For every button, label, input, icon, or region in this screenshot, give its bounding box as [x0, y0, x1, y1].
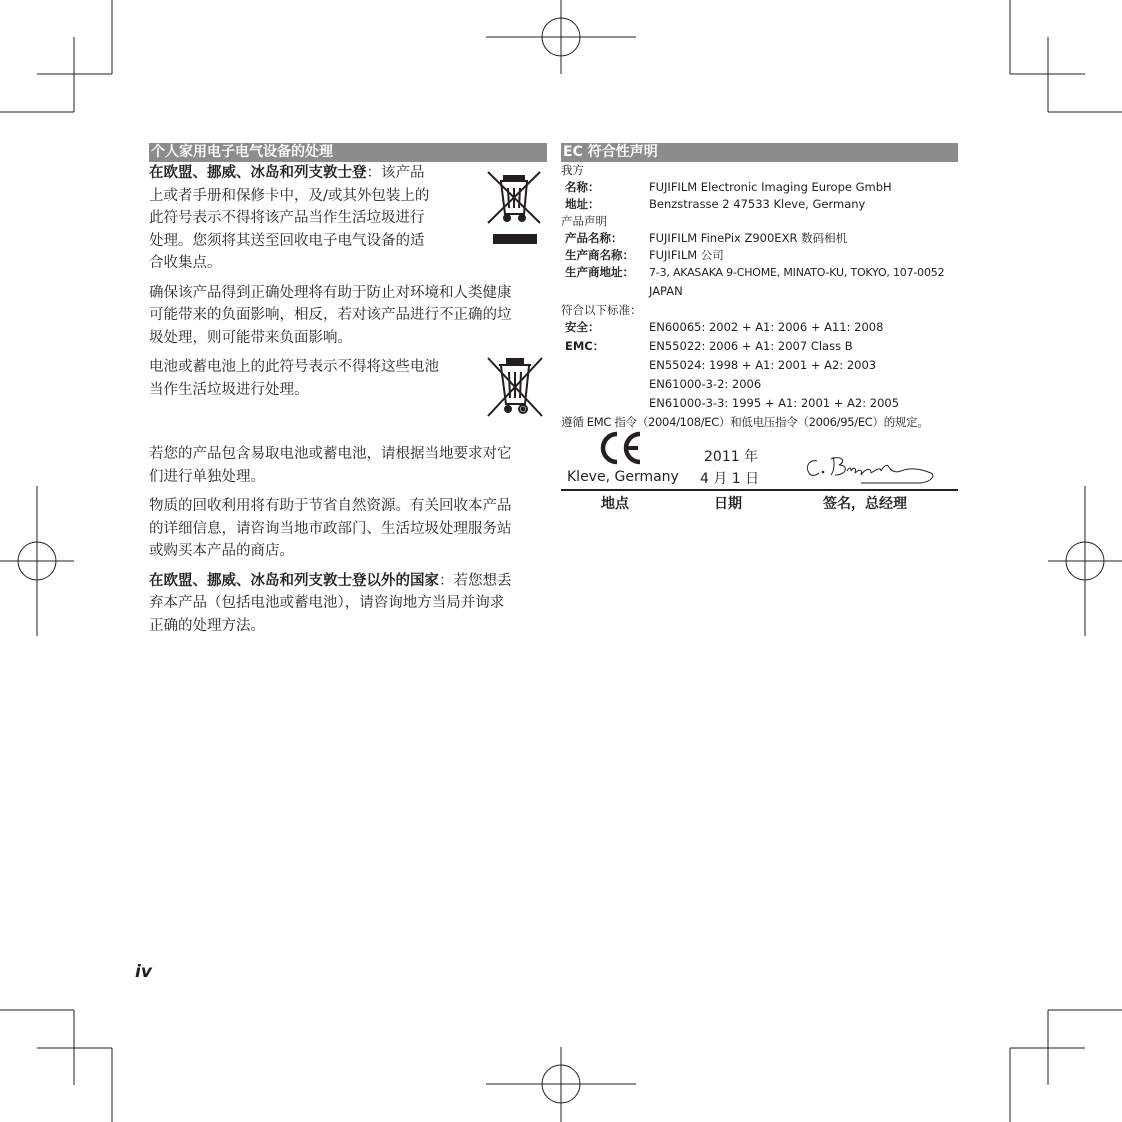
battery-symbol-paragraph: 电池或蓄电池上的此符号表示不得将这些电池 当作生活垃圾进行处理。: [149, 359, 439, 398]
emc-row: EN61000-3-3: 1995 + A1: 2001 + A2: 2005: [649, 396, 900, 410]
signature-label: 签名，总经理: [823, 496, 907, 512]
environment-paragraph: 确保该产品得到正确处理将有助于防止对环境和人类健康 可能带来的负面影响，相反，若对该产品进行不正确的垃 圾处理，则可能带来负面影响。: [149, 284, 512, 346]
signature-image: [801, 453, 941, 491]
manufacturer-address-row-2: JAPAN: [649, 284, 683, 298]
day-value: 4 月 1 日: [700, 471, 760, 487]
eu-disposal-paragraph: 在欧盟、挪威、冰岛和列支敦士登：该产品 上或者手册和保修卡中，及/或其外包装上的 此符号表示不得将该产品当作生活垃圾进行 处理。您须将其送至回收电子电气设备的适 合收集点。: [149, 165, 430, 271]
crossed-out-wheelie-bin-icon: [484, 168, 544, 252]
date-label: 日期: [714, 496, 742, 512]
eu-region-label: 在欧盟、挪威、冰岛和列支敦士登: [149, 165, 367, 181]
company-address-row: 地址： Benzstrasse 2 47533 Kleve, Germany: [565, 197, 866, 211]
conforms-label: 符合以下标准：: [561, 303, 642, 317]
non-eu-region-label: 在欧盟、挪威、冰岛和列支敦士登以外的国家: [149, 572, 439, 589]
disposal-heading: 个人家用电子电气设备的处理: [149, 143, 547, 162]
recycling-paragraph: 物质的回收利用将有助于节省自然资源。有关回收本产品 的详细信息，请咨询当地市政部门、生活垃圾处理服务站 或购买本产品的商店。: [149, 498, 512, 559]
emc-row: EN61000-3-2: 2006: [649, 377, 762, 391]
emc-row: EMC： EN55022: 2006 + A1: 2007 Class B: [565, 339, 853, 353]
we-label: 我方: [561, 163, 584, 177]
page-number: iv: [135, 962, 152, 982]
signature-rule: [561, 489, 958, 491]
company-name-row: 名称： FUJIFILM Electronic Imaging Europe GmbH: [565, 180, 892, 194]
product-declares-label: 产品声明: [561, 214, 607, 228]
crossed-out-battery-bin-icon: [484, 354, 546, 424]
manufacturer-name-row: 生产商名称： FUJIFILM 公司: [565, 248, 724, 262]
ce-mark-icon: [597, 431, 643, 469]
non-eu-disposal-paragraph: 在欧盟、挪威、冰岛和列支敦士登以外的国家：若您想丢 弃本产品（包括电池或蓄电池），请咨询地方当局并询求 正确的处理方法。: [149, 572, 512, 634]
ec-declaration-heading: EC 符合性声明: [561, 143, 958, 162]
removable-battery-paragraph: 若您的产品包含易取电池或蓄电池，请根据当地要求对它 们进行单独处理。: [149, 446, 512, 485]
directive-statement: 遵循 EMC 指令（2004/108/EC）和低电压指令（2006/95/EC）的规定。: [561, 415, 929, 429]
safety-row: 安全： EN60065: 2002 + A1: 2006 + A11: 2008: [565, 320, 884, 334]
emc-row: EN55024: 1998 + A1: 2001 + A2: 2003: [649, 358, 877, 372]
ec-declaration-section: [561, 143, 958, 431]
manufacturer-address-row: 生产商地址： 7-3, AKASAKA 9-CHOME, MINATO-KU, TOKYO, 107-0052: [565, 265, 945, 279]
signature-block: [561, 425, 958, 515]
year-value: 2011 年: [704, 449, 759, 465]
place-label: 地点: [601, 496, 629, 512]
place-value: Kleve, Germany: [567, 469, 679, 485]
product-name-row: 产品名称： FUJIFILM FinePix Z900EXR 数码相机: [565, 231, 848, 245]
